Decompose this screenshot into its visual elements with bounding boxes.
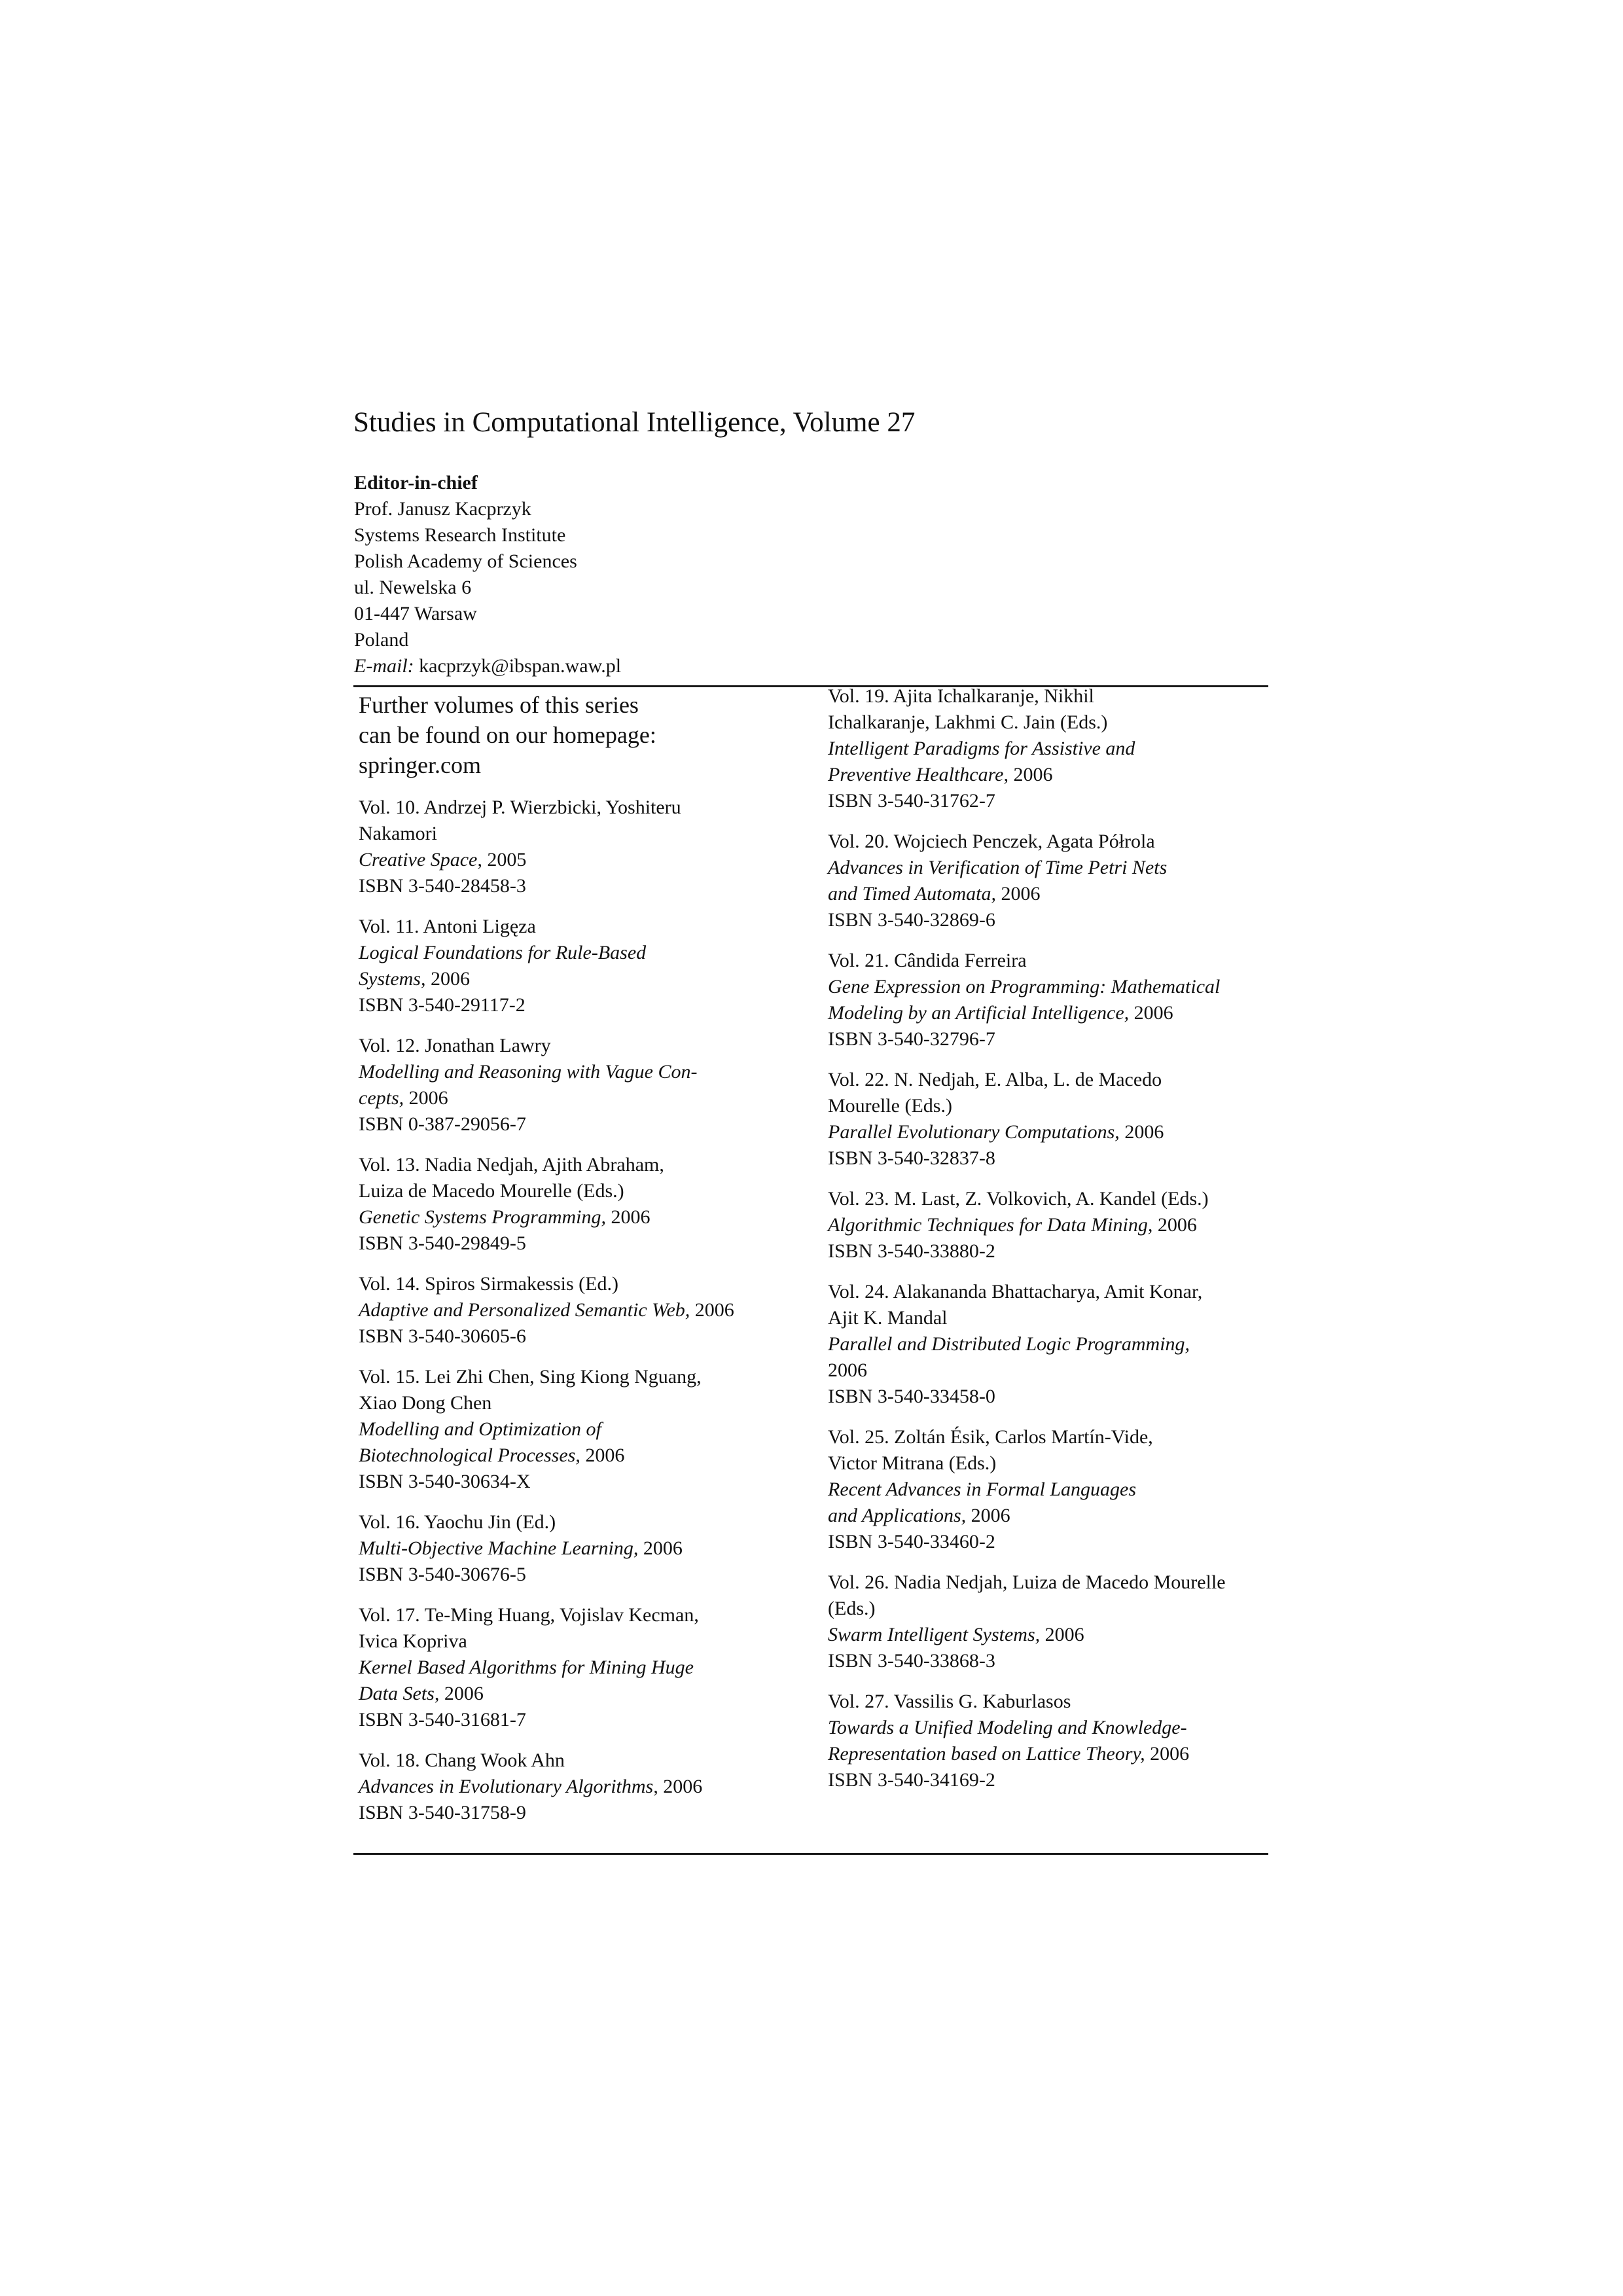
volume-entry-10 bbox=[359, 795, 797, 899]
editor-heading: Editor-in-chief bbox=[354, 472, 478, 493]
entry-year: 2005 bbox=[487, 849, 527, 870]
entry-year: 2006 bbox=[1013, 764, 1053, 785]
editor-academy: Polish Academy of Sciences bbox=[354, 550, 577, 572]
entry-isbn: ISBN 3-540-33458-0 bbox=[828, 1386, 995, 1407]
volume-entry-16 bbox=[359, 1509, 797, 1588]
volume-entry-12 bbox=[359, 1033, 797, 1138]
homepage-note bbox=[359, 690, 797, 780]
volume-entry-14 bbox=[359, 1271, 797, 1350]
entry-authors-cont: Ivica Kopriva bbox=[359, 1630, 467, 1652]
entry-authors-cont: Mourelle (Eds.) bbox=[828, 1095, 952, 1117]
homepage-line-1: Further volumes of this series bbox=[359, 692, 639, 718]
entry-authors: Vol. 12. Jonathan Lawry bbox=[359, 1035, 551, 1056]
volume-entry-24 bbox=[828, 1279, 1266, 1410]
entry-title-line bbox=[828, 1000, 1266, 1026]
entry-year: 2006 bbox=[1157, 1214, 1197, 1236]
entry-year: 2006 bbox=[1044, 1624, 1084, 1645]
entry-authors: Vol. 17. Te-Ming Huang, Vojislav Kecman, bbox=[359, 1604, 699, 1626]
bottom-divider bbox=[353, 1853, 1268, 1855]
editor-street: ul. Newelska 6 bbox=[354, 577, 472, 598]
entry-authors-cont: Luiza de Macedo Mourelle (Eds.) bbox=[359, 1180, 624, 1202]
entry-authors: Vol. 18. Chang Wook Ahn bbox=[359, 1749, 565, 1771]
entry-authors: Vol. 26. Nadia Nedjah, Luiza de Macedo Mourelle bbox=[828, 1571, 1226, 1593]
volume-entry-15 bbox=[359, 1364, 797, 1495]
editor-block bbox=[354, 470, 621, 679]
entry-isbn: ISBN 3-540-30605-6 bbox=[359, 1325, 526, 1347]
entry-title: Gene Expression on Programming: Mathematical bbox=[828, 976, 1221, 997]
entry-year: 2006 bbox=[408, 1087, 448, 1109]
entry-title-line bbox=[828, 881, 1266, 907]
homepage-line-2: can be found on our homepage: bbox=[359, 722, 656, 748]
right-column bbox=[828, 683, 1266, 1808]
entry-title-line bbox=[359, 1297, 797, 1323]
entry-authors: Vol. 10. Andrzej P. Wierzbicki, Yoshiteru bbox=[359, 797, 681, 818]
entry-title: Logical Foundations for Rule-Based bbox=[359, 942, 647, 963]
entry-year: 2006 bbox=[1124, 1121, 1164, 1143]
entry-title-line bbox=[359, 1535, 797, 1562]
entry-year: 2006 bbox=[663, 1776, 703, 1797]
entry-title-cont: Representation based on Lattice Theory, bbox=[828, 1743, 1145, 1765]
entry-authors-cont: (Eds.) bbox=[828, 1598, 876, 1619]
entry-title-line bbox=[828, 1212, 1266, 1238]
entry-title: Recent Advances in Formal Languages bbox=[828, 1479, 1137, 1500]
entry-title-line bbox=[828, 1503, 1266, 1529]
entry-authors: Vol. 19. Ajita Ichalkaranje, Nikhil bbox=[828, 685, 1094, 707]
entry-isbn: ISBN 3-540-32869-6 bbox=[828, 909, 995, 931]
entry-title-cont: Preventive Healthcare, bbox=[828, 764, 1008, 785]
entry-title: Kernel Based Algorithms for Mining Huge bbox=[359, 1657, 694, 1678]
entry-title-line bbox=[359, 1085, 797, 1111]
volume-entry-11 bbox=[359, 914, 797, 1018]
editor-country: Poland bbox=[354, 629, 409, 651]
entry-title: Modelling and Reasoning with Vague Con- bbox=[359, 1061, 698, 1083]
entry-year: 2006 bbox=[694, 1299, 734, 1321]
entry-title: Multi-Objective Machine Learning, bbox=[359, 1537, 639, 1559]
entry-title-cont: and Applications, bbox=[828, 1505, 967, 1526]
entry-title: Intelligent Paradigms for Assistive and bbox=[828, 738, 1135, 759]
entry-authors: Vol. 25. Zoltán Ésik, Carlos Martín-Vide, bbox=[828, 1426, 1153, 1448]
entry-title: Algorithmic Techniques for Data Mining, bbox=[828, 1214, 1153, 1236]
entry-title-line bbox=[359, 847, 797, 873]
entry-isbn: ISBN 3-540-29849-5 bbox=[359, 1232, 526, 1254]
entry-isbn: ISBN 3-540-32837-8 bbox=[828, 1147, 995, 1169]
entry-year: 2006 bbox=[430, 968, 470, 990]
entry-authors: Vol. 11. Antoni Ligęza bbox=[359, 916, 536, 937]
entry-title-line bbox=[828, 1622, 1266, 1648]
entry-title: Towards a Unified Modeling and Knowledge- bbox=[828, 1717, 1187, 1738]
entry-title: Genetic Systems Programming, bbox=[359, 1206, 606, 1228]
volume-entry-26 bbox=[828, 1570, 1266, 1674]
entry-title-cont: Biotechnological Processes, bbox=[359, 1444, 580, 1466]
entry-year: 2006 bbox=[971, 1505, 1010, 1526]
email-label: E-mail: bbox=[354, 655, 414, 677]
editor-email-line bbox=[354, 653, 621, 679]
volume-entry-23 bbox=[828, 1186, 1266, 1265]
volume-entry-13 bbox=[359, 1152, 797, 1257]
volume-entry-18 bbox=[359, 1748, 797, 1826]
entry-isbn: ISBN 3-540-32796-7 bbox=[828, 1028, 995, 1050]
entry-year: 2006 bbox=[643, 1537, 683, 1559]
entry-isbn: ISBN 3-540-31681-7 bbox=[359, 1709, 526, 1731]
editor-city: 01-447 Warsaw bbox=[354, 603, 477, 624]
editor-institute: Systems Research Institute bbox=[354, 524, 566, 546]
entry-isbn: ISBN 3-540-31762-7 bbox=[828, 790, 995, 812]
entry-isbn: ISBN 3-540-33460-2 bbox=[828, 1531, 995, 1552]
entry-authors: Vol. 27. Vassilis G. Kaburlasos bbox=[828, 1691, 1071, 1712]
entry-title-line bbox=[828, 1741, 1266, 1767]
editor-email[interactable]: kacprzyk@ibspan.waw.pl bbox=[419, 655, 622, 677]
entry-title-cont: cepts, bbox=[359, 1087, 404, 1109]
entry-title-line bbox=[828, 1119, 1266, 1145]
entry-year: 2006 bbox=[828, 1359, 867, 1381]
volume-entry-21 bbox=[828, 948, 1266, 1052]
volume-entry-19 bbox=[828, 683, 1266, 814]
editor-name: Prof. Janusz Kacprzyk bbox=[354, 498, 531, 520]
volume-entry-20 bbox=[828, 829, 1266, 933]
entry-isbn: ISBN 3-540-33868-3 bbox=[828, 1650, 995, 1672]
entry-year: 2006 bbox=[1001, 883, 1041, 905]
entry-isbn: ISBN 3-540-31758-9 bbox=[359, 1802, 526, 1823]
volume-entry-22 bbox=[828, 1067, 1266, 1172]
entry-authors: Vol. 14. Spiros Sirmakessis (Ed.) bbox=[359, 1273, 618, 1295]
entry-title-cont: Systems, bbox=[359, 968, 426, 990]
entry-title-line bbox=[359, 1443, 797, 1469]
entry-authors: Vol. 16. Yaochu Jin (Ed.) bbox=[359, 1511, 556, 1533]
entry-title-line bbox=[359, 1204, 797, 1230]
volume-entry-27 bbox=[828, 1689, 1266, 1793]
entry-year: 2006 bbox=[1150, 1743, 1190, 1765]
entry-title-line bbox=[359, 966, 797, 992]
entry-authors: Vol. 20. Wojciech Penczek, Agata Półrola bbox=[828, 831, 1155, 852]
entry-authors: Vol. 24. Alakananda Bhattacharya, Amit Konar, bbox=[828, 1281, 1203, 1302]
entry-authors: Vol. 21. Cândida Ferreira bbox=[828, 950, 1027, 971]
entry-title: Adaptive and Personalized Semantic Web, bbox=[359, 1299, 690, 1321]
entry-title: Swarm Intelligent Systems, bbox=[828, 1624, 1041, 1645]
entry-isbn: ISBN 3-540-29117-2 bbox=[359, 994, 526, 1016]
entry-authors-cont: Victor Mitrana (Eds.) bbox=[828, 1452, 997, 1474]
entry-title-line bbox=[828, 762, 1266, 788]
entry-authors-cont: Ajit K. Mandal bbox=[828, 1307, 948, 1329]
entry-authors: Vol. 13. Nadia Nedjah, Ajith Abraham, bbox=[359, 1154, 664, 1175]
entry-authors-cont: Ichalkaranje, Lakhmi C. Jain (Eds.) bbox=[828, 711, 1108, 733]
entry-title: Parallel and Distributed Logic Programming, bbox=[828, 1333, 1190, 1355]
entry-authors: Vol. 23. M. Last, Z. Volkovich, A. Kandel (Eds.) bbox=[828, 1188, 1209, 1210]
entry-isbn: ISBN 3-540-34169-2 bbox=[828, 1769, 995, 1791]
entry-title: Advances in Verification of Time Petri Nets bbox=[828, 857, 1168, 878]
entry-title-cont: and Timed Automata, bbox=[828, 883, 996, 905]
entry-authors: Vol. 15. Lei Zhi Chen, Sing Kiong Nguang, bbox=[359, 1366, 702, 1388]
entry-title-cont: Modeling by an Artificial Intelligence, bbox=[828, 1002, 1130, 1024]
entry-title: Creative Space, bbox=[359, 849, 482, 870]
entry-year: 2006 bbox=[611, 1206, 651, 1228]
entry-year: 2006 bbox=[444, 1683, 484, 1704]
entry-isbn: ISBN 3-540-30676-5 bbox=[359, 1564, 526, 1585]
homepage-url[interactable]: springer.com bbox=[359, 752, 481, 778]
entry-title-line bbox=[359, 1681, 797, 1707]
entry-year: 2006 bbox=[1133, 1002, 1173, 1024]
left-column bbox=[359, 690, 797, 1840]
volume-entry-25 bbox=[828, 1424, 1266, 1555]
entry-title-cont: Data Sets, bbox=[359, 1683, 440, 1704]
entry-title-line bbox=[359, 1774, 797, 1800]
entry-title: Modelling and Optimization of bbox=[359, 1418, 601, 1440]
entry-title: Parallel Evolutionary Computations, bbox=[828, 1121, 1120, 1143]
entry-year: 2006 bbox=[585, 1444, 625, 1466]
volume-entry-17 bbox=[359, 1602, 797, 1733]
entry-authors-cont: Nakamori bbox=[359, 823, 437, 844]
entry-isbn: ISBN 3-540-30634-X bbox=[359, 1471, 531, 1492]
entry-authors-cont: Xiao Dong Chen bbox=[359, 1392, 492, 1414]
series-title: Studies in Computational Intelligence, Volume 27 bbox=[353, 407, 916, 438]
entry-isbn: ISBN 3-540-28458-3 bbox=[359, 875, 526, 897]
entry-isbn: ISBN 0-387-29056-7 bbox=[359, 1113, 526, 1135]
entry-authors: Vol. 22. N. Nedjah, E. Alba, L. de Macedo bbox=[828, 1069, 1162, 1090]
entry-title: Advances in Evolutionary Algorithms, bbox=[359, 1776, 658, 1797]
entry-isbn: ISBN 3-540-33880-2 bbox=[828, 1240, 995, 1262]
